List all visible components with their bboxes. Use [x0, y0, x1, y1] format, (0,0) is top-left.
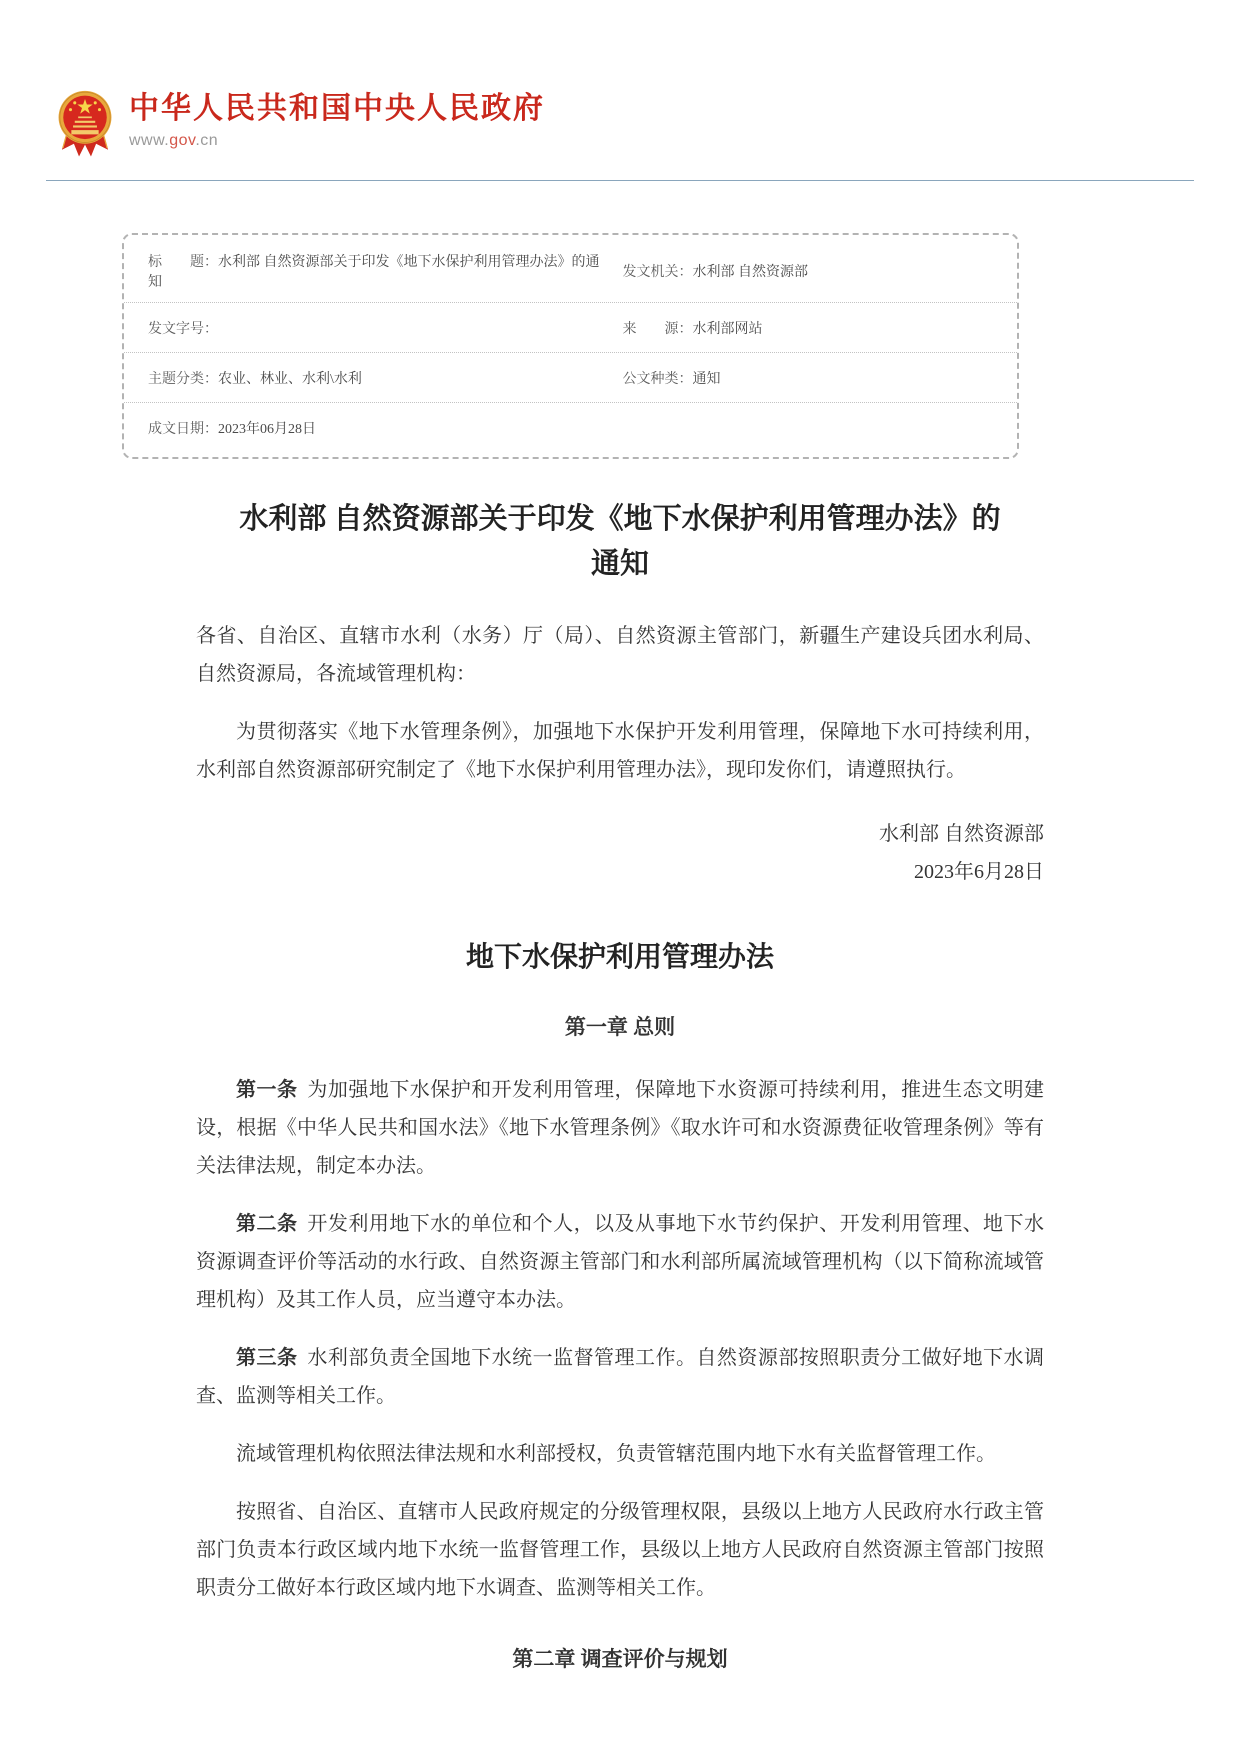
regulation-title: 地下水保护利用管理办法 — [465, 941, 774, 973]
article-3-paragraph — [196, 1339, 1044, 1415]
site-url[interactable] — [129, 132, 545, 150]
document-title: 水利部 自然资源部关于印发《地下水保护利用管理办法》的通知 — [239, 503, 1001, 580]
meta-row-category — [124, 353, 1017, 403]
meta-date-label: 成文日期： — [148, 422, 218, 437]
site-url-suffix: .cn — [195, 131, 219, 149]
meta-title-label: 标 题： — [148, 254, 218, 270]
meta-source-value: 水利部网站 — [692, 321, 763, 337]
meta-category-label: 主题分类： — [148, 371, 218, 387]
meta-issuing-agency-label: 发文机关： — [622, 264, 693, 280]
chapter-2-heading: 第二章 调查评价与规划 — [512, 1646, 728, 1671]
meta-cell-date — [148, 418, 623, 438]
site-url-prefix: www. — [129, 131, 170, 149]
meta-row-title — [124, 239, 1017, 303]
salutation-paragraph: 各省、自治区、直辖市水利（水务）厅（局）、自然资源主管部门，新疆生产建设兵团水利局、自然资源局，各流域管理机构： — [196, 624, 1044, 685]
signature-block — [196, 815, 1044, 891]
signature-org: 水利部 自然资源部 — [879, 822, 1044, 845]
meta-issuing-agency-value: 水利部 自然资源部 — [692, 264, 809, 280]
national-emblem-icon — [56, 86, 114, 164]
gov-logo[interactable] — [56, 86, 114, 164]
meta-doc-type-label: 公文种类： — [622, 371, 693, 387]
article-2-paragraph — [196, 1205, 1044, 1319]
meta-title-value: 水利部 自然资源部关于印发《地下水保护利用管理办法》的通知 — [148, 254, 600, 290]
document-meta-box — [122, 233, 1019, 459]
document-body — [196, 617, 1044, 1673]
article-1-text: 为加强地下水保护和开发利用管理，保障地下水资源可持续利用，推进生态文明建设，根据《中华人民共和国水法》《地下水管理条例》《取水许可和水资源费征收管理条例》等有关法律法规，制定本办法。 — [196, 1078, 1045, 1177]
header-divider — [46, 180, 1194, 181]
intro-paragraph: 为贯彻落实《地下水管理条例》，加强地下水保护开发利用管理，保障地下水可持续利用，水利部自然资源部研究制定了《地下水保护利用管理办法》，现印发你们，请遵照执行。 — [196, 720, 1044, 781]
site-url-gov: gov — [169, 131, 196, 149]
chapter-1-heading: 第一章 总则 — [564, 1014, 676, 1039]
meta-row-date — [124, 403, 1017, 453]
site-header — [0, 0, 1240, 164]
meta-doc-number-label: 发文字号： — [148, 321, 218, 337]
article-1-paragraph — [196, 1071, 1044, 1185]
meta-date-value: 2023年06月28日 — [218, 422, 316, 437]
meta-source-label: 来 源： — [622, 321, 693, 337]
article-1-number: 第一条 — [236, 1078, 298, 1101]
article-2-text: 开发利用地下水的单位和个人，以及从事地下水节约保护、开发利用管理、地下水资源调查评价等活动的水行政、自然资源主管部门和水利部所属流域管理机构（以下简称流域管理机构）及其工作人员，应当遵守本办法。 — [196, 1212, 1045, 1311]
brand-text — [129, 86, 545, 150]
article-2-number: 第二条 — [236, 1212, 298, 1235]
meta-row-doc-number — [124, 303, 1017, 353]
meta-category-value: 农业、林业、水利\水利 — [218, 371, 362, 387]
signature-date: 2023年6月28日 — [914, 860, 1044, 883]
article-3-number: 第三条 — [236, 1346, 298, 1369]
meta-cell-title — [148, 251, 623, 291]
article-3-text: 水利部负责全国地下水统一监督管理工作。自然资源部按照职责分工做好地下水调查、监测等相关工作。 — [196, 1346, 1045, 1407]
meta-cell-issuing-agency — [623, 261, 1003, 281]
meta-doc-type-value: 通知 — [692, 371, 721, 387]
meta-cell-category — [148, 368, 623, 388]
meta-cell-source — [623, 318, 1003, 338]
meta-cell-doc-number — [148, 318, 623, 338]
site-title[interactable]: 中华人民共和国中央人民政府 — [129, 92, 545, 125]
local-authority-paragraph: 按照省、自治区、直辖市人民政府规定的分级管理权限，县级以上地方人民政府水行政主管部门负责本行政区域内地下水统一监督管理工作，县级以上地方人民政府自然资源主管部门按照职责分工做好本行政区域内地下水调查、监测等相关工作。 — [196, 1500, 1044, 1599]
meta-cell-doc-type — [623, 368, 1003, 388]
basin-authority-paragraph: 流域管理机构依照法律法规和水利部授权，负责管辖范围内地下水有关监督管理工作。 — [236, 1442, 996, 1465]
